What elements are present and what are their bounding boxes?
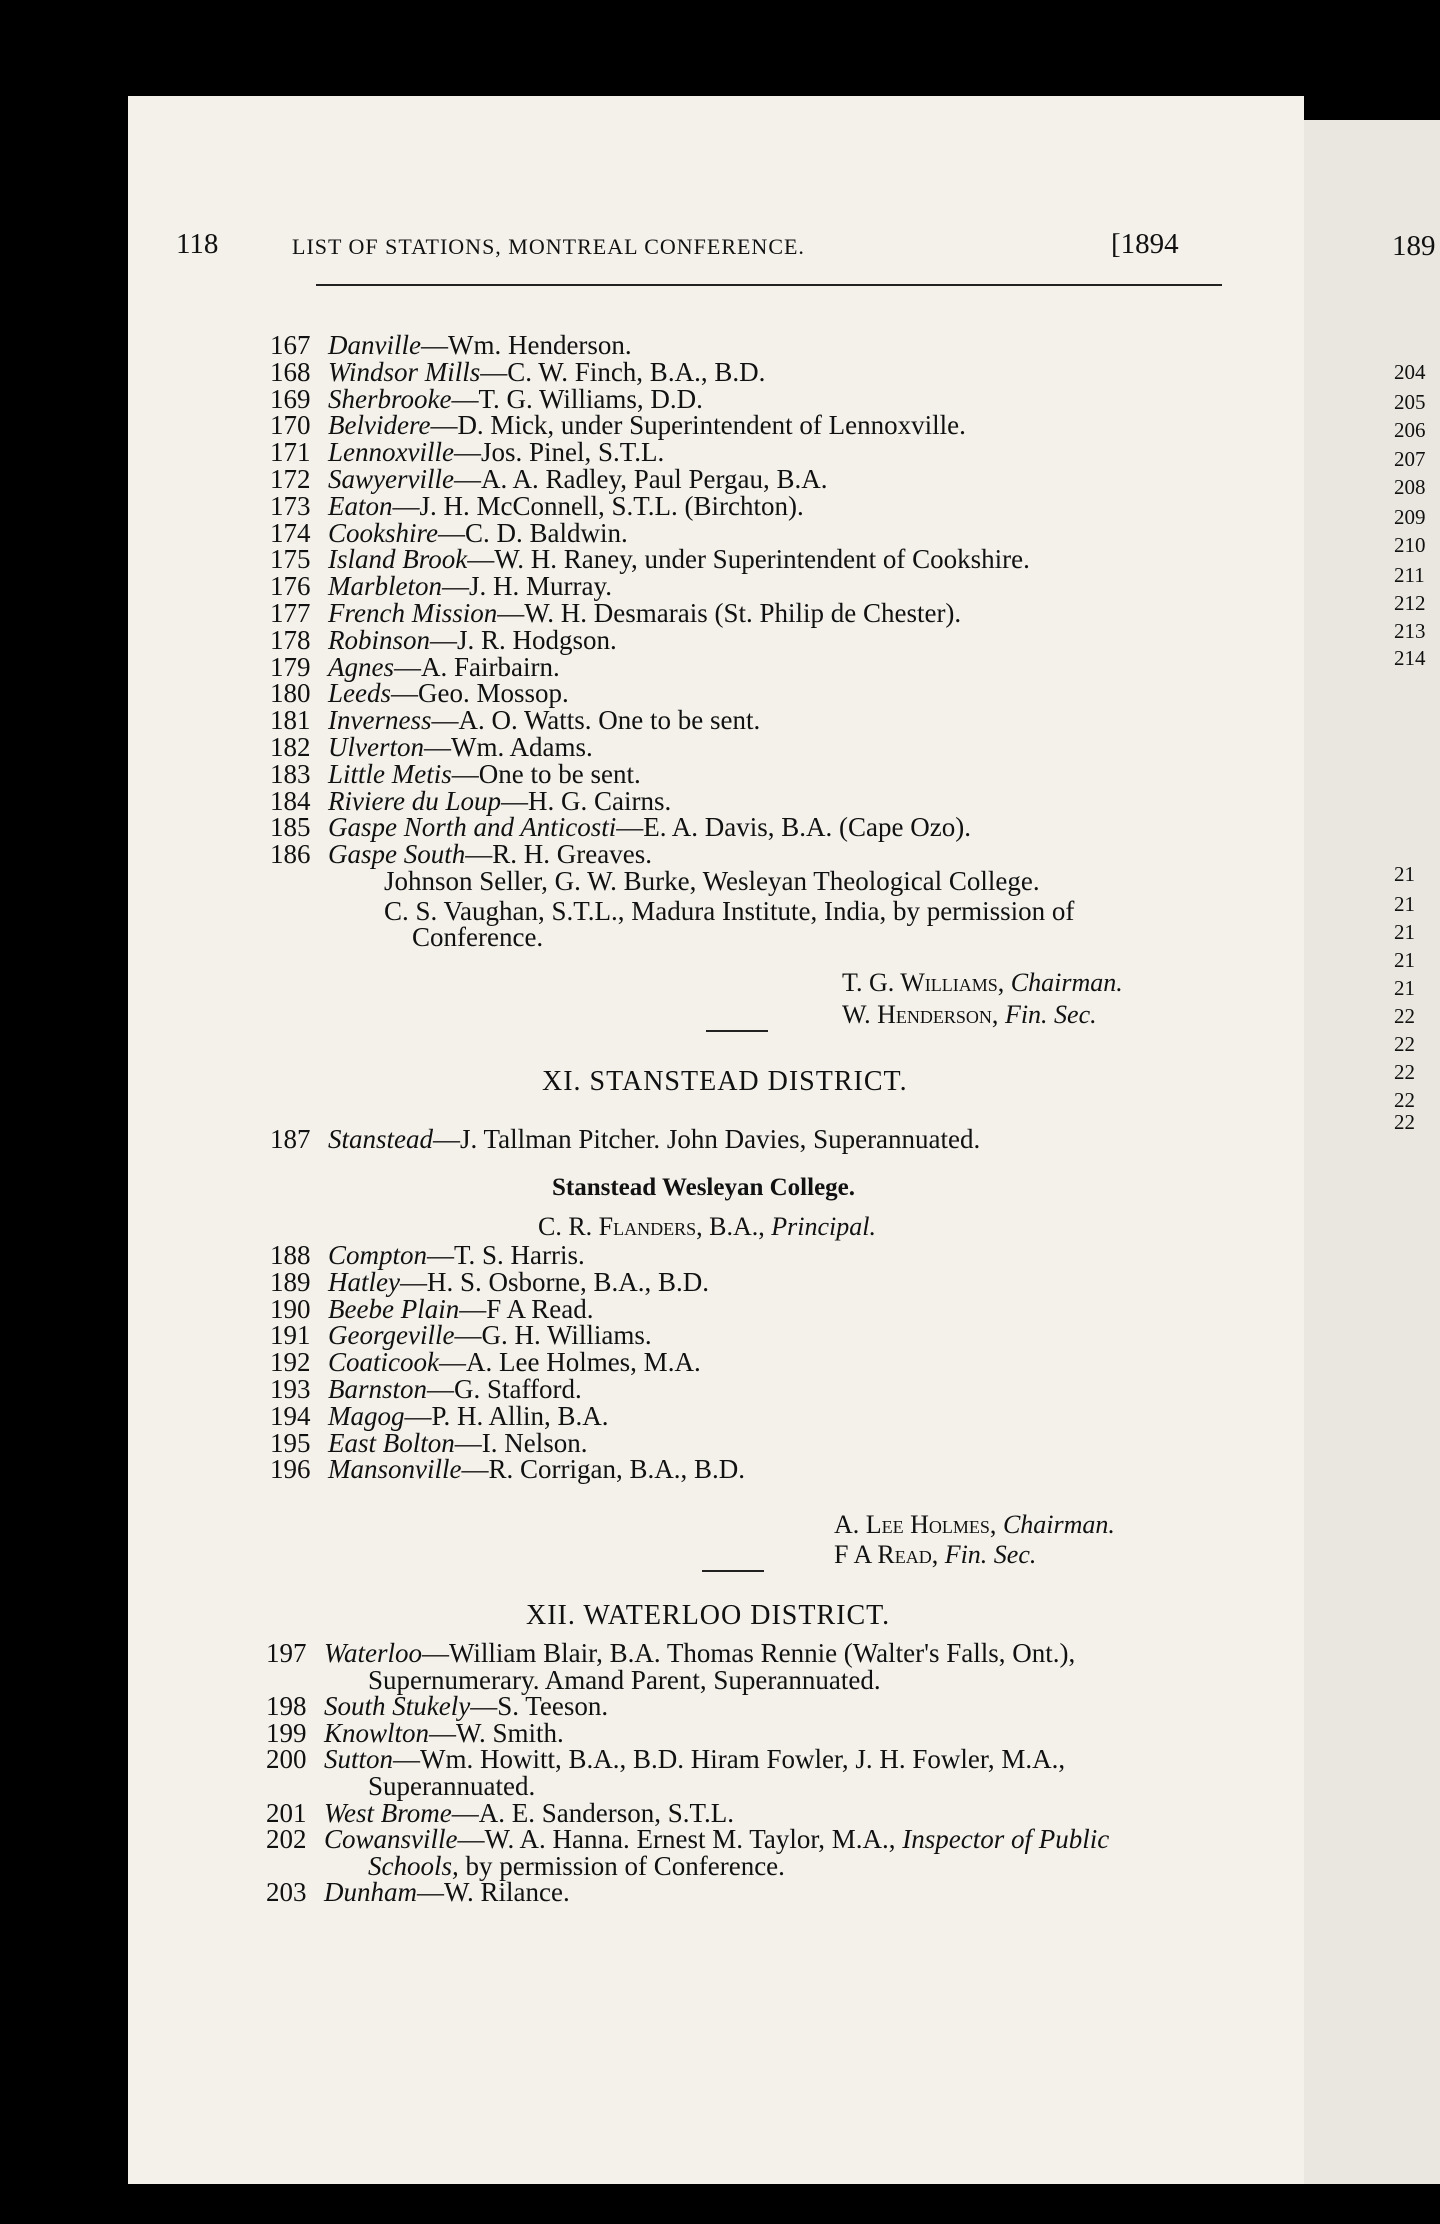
facing-page-entry-number: 204 [1394, 360, 1426, 384]
station-name: Inverness [328, 705, 432, 736]
entry-number: 172 [270, 464, 311, 494]
station-name: Danville [328, 330, 421, 360]
facing-page-entry-number: 21 [1394, 976, 1415, 1000]
header-rule [316, 284, 1222, 286]
entry-number: 192 [270, 1347, 311, 1378]
station-name: Barnston [328, 1374, 428, 1404]
college-title: Stanstead Wesleyan College. [552, 1174, 856, 1201]
station-name: Waterloo [324, 1638, 423, 1668]
station-staff: —R. Corrigan, B.A., B.D. [461, 1454, 745, 1485]
entry-number: 199 [266, 1717, 307, 1748]
entry-number: 173 [270, 490, 311, 521]
station-name: Compton [328, 1240, 428, 1270]
station-name: Coaticook [328, 1347, 439, 1378]
station-staff: —A. Lee Holmes, M.A. [438, 1347, 701, 1378]
entry-number: 188 [270, 1240, 311, 1270]
station-staff: —J. H. Murray. [442, 571, 612, 602]
station-name: Hatley [328, 1266, 400, 1297]
entry-number: 175 [270, 544, 311, 575]
facing-page-entry-number: 208 [1394, 475, 1426, 499]
facing-page-entry-number: 21 [1394, 892, 1415, 916]
entry-number: 189 [270, 1266, 311, 1297]
entry-number: 185 [270, 812, 311, 843]
station-staff: Supernumerary. Amand Parent, Superannuated. [368, 1664, 881, 1695]
station-name: Riviere du Loup [328, 785, 501, 816]
facing-page-entry-number: 205 [1394, 390, 1426, 414]
station-name: Knowlton [324, 1717, 430, 1748]
station-name: Dunham [324, 1877, 417, 1908]
station-name: Windsor Mills [328, 356, 481, 387]
entry-number: 179 [270, 651, 311, 682]
station-staff: —P. H. Allin, B.A. [404, 1400, 609, 1431]
facing-page-entry-number: 22 [1394, 1088, 1415, 1112]
facing-page-entry-number: 210 [1394, 533, 1426, 557]
entry-number: 203 [266, 1877, 307, 1908]
facing-page-entry-number: 206 [1394, 418, 1426, 442]
facing-page-entry-number: 22 [1394, 1110, 1415, 1134]
station-staff: —A. Fairbairn. [393, 651, 560, 682]
facing-page-entry-number: 207 [1394, 447, 1426, 471]
facing-page-entry-number: 209 [1394, 505, 1426, 529]
entry-number: 167 [270, 330, 311, 360]
station-name: Magog [328, 1400, 405, 1431]
entry-number: 184 [270, 785, 311, 816]
entry-number: 198 [266, 1691, 307, 1722]
station-name: Robinson [328, 624, 431, 655]
station-staff: —William Blair, B.A. Thomas Rennie (Walter's Falls, Ont.), [422, 1638, 1076, 1668]
section-divider [706, 1030, 768, 1032]
entry-number: 176 [270, 571, 311, 602]
facing-page-entry-number: 213 [1394, 619, 1426, 643]
entry-number: 168 [270, 356, 311, 387]
station-staff: —T. G. Williams, D.D. [451, 383, 703, 414]
facing-page-entry-number: 211 [1394, 563, 1425, 587]
entry-number: 178 [270, 624, 311, 655]
station-name: Eaton [328, 490, 393, 521]
entry-number: 200 [266, 1744, 307, 1775]
entry-number: 191 [270, 1320, 311, 1351]
station-name: French Mission [328, 598, 498, 628]
station-name: Lennoxville [328, 437, 454, 468]
facing-page-entry-number: 22 [1394, 1060, 1415, 1084]
station-staff: —C. D. Baldwin. [438, 517, 628, 548]
signature-fin-sec: F A Read, Fin. Sec. [834, 1540, 1037, 1569]
note-line: Conference. [412, 922, 544, 952]
station-staff: —H. S. Osborne, B.A., B.D. [399, 1266, 709, 1297]
signature-fin-sec: W. Henderson, Fin. Sec. [842, 1000, 1097, 1029]
station-staff: —S. Teeson. [470, 1691, 609, 1722]
station-name: Marbleton [328, 571, 442, 602]
note-line: Johnson Seller, G. W. Burke, Wesleyan Theological College. [384, 866, 1040, 896]
entry-number: 180 [270, 678, 311, 709]
entry-number: 196 [270, 1454, 311, 1485]
station-name: Belvidere [328, 410, 431, 441]
entry-number: 186 [270, 839, 311, 870]
station-staff: —H. G. Cairns. [500, 785, 672, 816]
station-name: Mansonville [328, 1454, 462, 1485]
entry-number: 183 [270, 758, 311, 789]
station-staff: —J. R. Hodgson. [430, 624, 617, 655]
station-staff: —G. H. Williams. [454, 1320, 652, 1351]
station-name: Beebe Plain [328, 1293, 460, 1324]
station-staff: —A. A. Radley, Paul Pergau, B.A. [453, 464, 828, 494]
station-staff: —Geo. Mossop. [391, 678, 569, 709]
station-name: Sawyerville [328, 464, 454, 494]
section-divider [702, 1570, 764, 1572]
station-name: Agnes [328, 651, 394, 682]
station-staff: —E. A. Davis, B.A. (Cape Ozo). [616, 812, 971, 843]
station-staff: —J. H. McConnell, S.T.L. (Birchton). [392, 490, 804, 521]
station-name: Gaspe South [328, 839, 466, 870]
station-staff: —W. H. Desmarais (St. Philip de Chester). [497, 598, 962, 628]
page-number: 118 [176, 228, 219, 260]
station-staff: —Wm. Howitt, B.A., B.D. Hiram Fowler, J. H. Fowler, M.A., [393, 1744, 1066, 1775]
entry-number: 170 [270, 410, 311, 441]
stanstead-heading: XI. STANSTEAD DISTRICT. [542, 1066, 908, 1097]
station-staff: —W. Smith. [429, 1717, 564, 1748]
station-name: Leeds [328, 678, 391, 709]
station-staff: —T. S. Harris. [427, 1240, 585, 1270]
station-name: Cookshire [328, 517, 438, 548]
station-name: Sherbrooke [328, 383, 452, 414]
station-staff: —D. Mick, under Superintendent of Lennoxville. [430, 410, 966, 441]
inspector-title: Inspector of Public [902, 1824, 1110, 1855]
station-name: South Stukely [324, 1691, 471, 1722]
station-staff: —G. Stafford. [427, 1374, 582, 1404]
entry-number: 195 [270, 1427, 311, 1458]
station-staff: —W. A. Hanna. Ernest M. Taylor, M.A., [457, 1824, 903, 1855]
station-name: Gaspe North and Anticosti [328, 812, 617, 843]
page-header [176, 228, 1236, 268]
station-staff: —Jos. Pinel, S.T.L. [453, 437, 665, 468]
facing-page-entry-number: 21 [1394, 862, 1415, 886]
station-staff: —I. Nelson. [454, 1427, 588, 1458]
station-name: Island Brook [328, 544, 468, 575]
entry-number: 177 [270, 598, 311, 628]
waterloo-heading: XII. WATERLOO DISTRICT. [526, 1600, 891, 1631]
station-staff: —C. W. Finch, B.A., B.D. [480, 356, 766, 387]
station-name: Ulverton [328, 732, 424, 762]
station-staff: —Wm. Adams. [423, 732, 593, 762]
station-name: Sutton [324, 1744, 394, 1775]
station-staff: —One to be sent. [451, 758, 641, 789]
entry-number: 181 [270, 705, 311, 736]
facing-page-entry-number: 22 [1394, 1004, 1415, 1028]
entry-number: 197 [266, 1638, 307, 1668]
station-staff: Superannuated. [368, 1771, 536, 1801]
station-staff: —A. E. Sanderson, S.T.L. [451, 1797, 734, 1828]
entry-number: 202 [266, 1824, 307, 1855]
station-staff: —R. H. Greaves. [465, 839, 652, 870]
facing-page-number: 189 [1392, 230, 1436, 262]
station-name: East Bolton [328, 1427, 455, 1458]
entry-number: 169 [270, 383, 311, 414]
facing-page-entry-number: 21 [1394, 920, 1415, 944]
station-staff: —W. H. Raney, under Superintendent of Cookshire. [467, 544, 1030, 575]
entry-number: 190 [270, 1293, 311, 1324]
facing-page-entry-number: 212 [1394, 591, 1426, 615]
entry-number: 194 [270, 1400, 311, 1431]
facing-page-entry-number: 214 [1394, 646, 1426, 670]
station-staff: by permission of Conference. [465, 1850, 785, 1881]
facing-page-entry-number: 21 [1394, 948, 1415, 972]
entry-number: 201 [266, 1797, 307, 1828]
entry-number: 193 [270, 1374, 311, 1404]
college-principal: C. R. Flanders, B.A., Principal. [538, 1212, 876, 1241]
note-line: C. S. Vaughan, S.T.L., Madura Institute, India, by permission of [384, 896, 1075, 926]
running-title: LIST OF STATIONS, MONTREAL CONFERENCE. [292, 234, 805, 259]
station-staff: —W. Rilance. [417, 1877, 570, 1908]
entry-number: 182 [270, 732, 311, 762]
station-name: Little Metis [328, 758, 452, 789]
entry-number: 174 [270, 517, 311, 548]
header-year: [1894 [1111, 228, 1179, 260]
station-name: Cowansville [324, 1824, 458, 1855]
entry-number: 171 [270, 437, 311, 468]
signature-chairman: A. Lee Holmes, Chairman. [834, 1510, 1115, 1539]
station-staff: —A. O. Watts. One to be sent. [431, 705, 761, 736]
signature-chairman: T. G. Williams, Chairman. [842, 968, 1123, 997]
facing-page-entry-number: 22 [1394, 1032, 1415, 1056]
station-staff: —Wm. Henderson. [420, 330, 632, 360]
station-name: West Brome [324, 1797, 452, 1828]
schools-label: Schools, [368, 1850, 459, 1881]
station-staff: —F A Read. [459, 1293, 594, 1324]
station-name: Georgeville [328, 1320, 455, 1351]
